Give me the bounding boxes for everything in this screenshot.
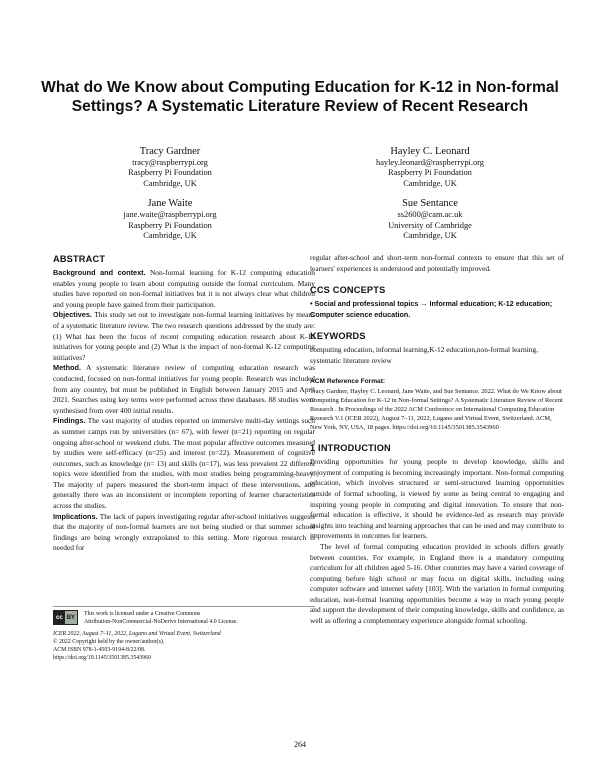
author-email: tracy@raspberrypi.org [132,158,208,167]
acm-reference-text: Tracy Gardner, Hayley C. Leonard, Jane Waite, and Sue Sentance. 2022. What do We Know about Computing Education for K-12 in Non-formal Settings? A Systematic Literature Review of Recent Research . In Proceedings of the 2022 ACM Conference on International Computing Education Research V.1 (ICER 2022), August 7–11, 2022, Lugano and Virtual Event, Switzerland. ACM, New York, NY, USA, 18 pages. https://doi.org/10.1145/3501385.3543960 [310,388,563,432]
author-name: Sue Sentance [402,198,458,210]
abstract-background: Background and context. Non-formal learning for K-12 computing education enables young people to learn about computing outside the formal curriculum. Many studies have reported on non-formal initiatives but it is not always clear what children and young people have gained from their participation. [53,268,315,309]
author-org: Raspberry Pi Foundation [128,220,212,230]
right-column [310,253,564,627]
abstract-continuation: regular after-school and short-term non-formal contexts to ensure that this set of learners' experiences is understood and potentially improved. [310,253,564,273]
intro-paragraph-1: Providing opportunities for young people to develop knowledge, skills and enjoyment of computing is becoming increasingly important. Non-formal computing education, which involves structured or semi-structured learning opportunities outside of formal schooling, is viewed by some as being central to engaging and inspiring young people in computing and digital innovation. To ensure that non-formal education is effective, it should be evidence-led as research may provide insights into teaching and learning approaches that can be used and may contribute to improvements in outcomes for learners. [310,457,564,541]
ccs-concepts: • Social and professional topics → Informal education; K-12 education; Computer science education. [310,299,553,319]
paper-title: What do We Know about Computing Education for K-12 in Non-formal Settings? A Systematic Literature Review of Recent Research [41,79,559,115]
keywords-text: computing education, informal learning,K-12 education,non-formal learning, systematic literature review [310,345,539,365]
abstract-findings: Findings. The vast majority of studies reported on immersive multi-day settings such as summer camps run by universities (n= 67), with fewer (n=21) reporting on regular ongoing after-school or weekend clubs. The most popular affective outcomes measured by studies were self-efficacy (n=25) and interest (n=22). Measurement of cognitive outcomes, such as knowledge (n= 13) and skills (n=17), was less prevalent 22 different topics were identified from the studies, with most studies being programming-heavy. The majority of papers measured the short-term impact of these interventions, and generally there was an inconsistent or incomplete reporting of learner characteristics across the studies. [53,416,315,511]
intro-paragraph-2: The level of formal computing education provided in schools differs greatly between countries. For example, in England there is a mandatory computing curriculum for all children aged 5-16. Other countries may have a varied coverage of computing before high school or may focus on digital skills, including using computer software and internet safety [103]. With the variation in formal computing education, non-formal learning opportunities become a way to reach young people and support the development of their computing knowledge, skills and confidence, as well as offering a complementary experience alongside formal schooling. [310,541,564,626]
left-column [53,253,315,554]
author-org: University of Cambridge [388,220,472,230]
conference-line: ICER 2022, August 7–11, 2022, Lugano and Virtual Event, Switzerland [53,631,221,637]
abstract-method: Method. A systematic literature review of computing education research was conducted, focused on non-formal initiatives for young people. Research was included from any country, but must be published in English between January 2015 and April 2021. Searches using key terms were performed across three databases. 88 studies were synthesised from over 400 initial results. [53,363,315,415]
cc-license-badge[interactable] [53,610,78,625]
author-block [70,145,530,249]
ccs-heading: CCS CONCEPTS [310,285,386,296]
author-email: ss2600@cam.ac.uk [397,210,463,220]
author-4 [330,197,530,241]
author-3 [70,197,270,241]
abstract-heading: ABSTRACT [53,254,106,264]
introduction-heading: 1 INTRODUCTION [310,443,391,454]
author-location: Cambridge, UK [143,231,197,241]
copyright-line: © 2022 Copyright held by the owner/author(s). [53,639,165,645]
cc-icon: cc [54,611,65,624]
author-location: Cambridge, UK [143,178,197,188]
license-line-2: Attribution-NonCommercial-NoDerivs International 4.0 License. [84,619,238,625]
abstract-implications: Implications. The lack of papers investigating regular after-school initiatives suggests that the majority of non-formal learners are not being studied or that summer school findings are being wrongly extrapolated to this setting. More rigorous research is needed for [53,511,315,553]
author-org: Raspberry Pi Foundation [128,168,212,178]
abstract-objectives: Objectives. This study set out to investigate non-formal learning initiatives by means of a systematic literature review. The two research questions addressed by the study are: (1) What has been the focus of recent computing education research about K-12 initiatives for young people and (2) What is the impact of non-formal K-12 computing initiatives? [53,310,316,362]
author-location: Cambridge, UK [403,231,457,241]
footnote-rule [53,606,315,607]
license-line-1: This work is licensed under a Creative Commons [84,611,201,617]
attribution-icon: BY [65,611,77,624]
page-number: 264 [294,740,306,749]
author-2 [330,145,530,189]
author-1 [70,145,270,189]
license-block [53,610,315,662]
author-email: hayley.leonard@raspberrypi.org [376,158,484,167]
acm-reference-heading: ACM Reference Format: [310,377,386,385]
author-org: Raspberry Pi Foundation [388,168,472,178]
author-name: Hayley C. Leonard [390,146,470,157]
isbn-line: ACM ISBN 978-1-4503-9194-8/22/08. [53,647,146,653]
keywords-heading: KEYWORDS [310,331,366,342]
author-location: Cambridge, UK [403,178,457,188]
author-name: Tracy Gardner [139,146,201,157]
author-name: Jane Waite [147,198,193,210]
doi-link[interactable]: https://doi.org/10.1145/3501385.3543960 [53,655,152,661]
author-email: jane.waite@raspberrypi.org [123,210,217,220]
